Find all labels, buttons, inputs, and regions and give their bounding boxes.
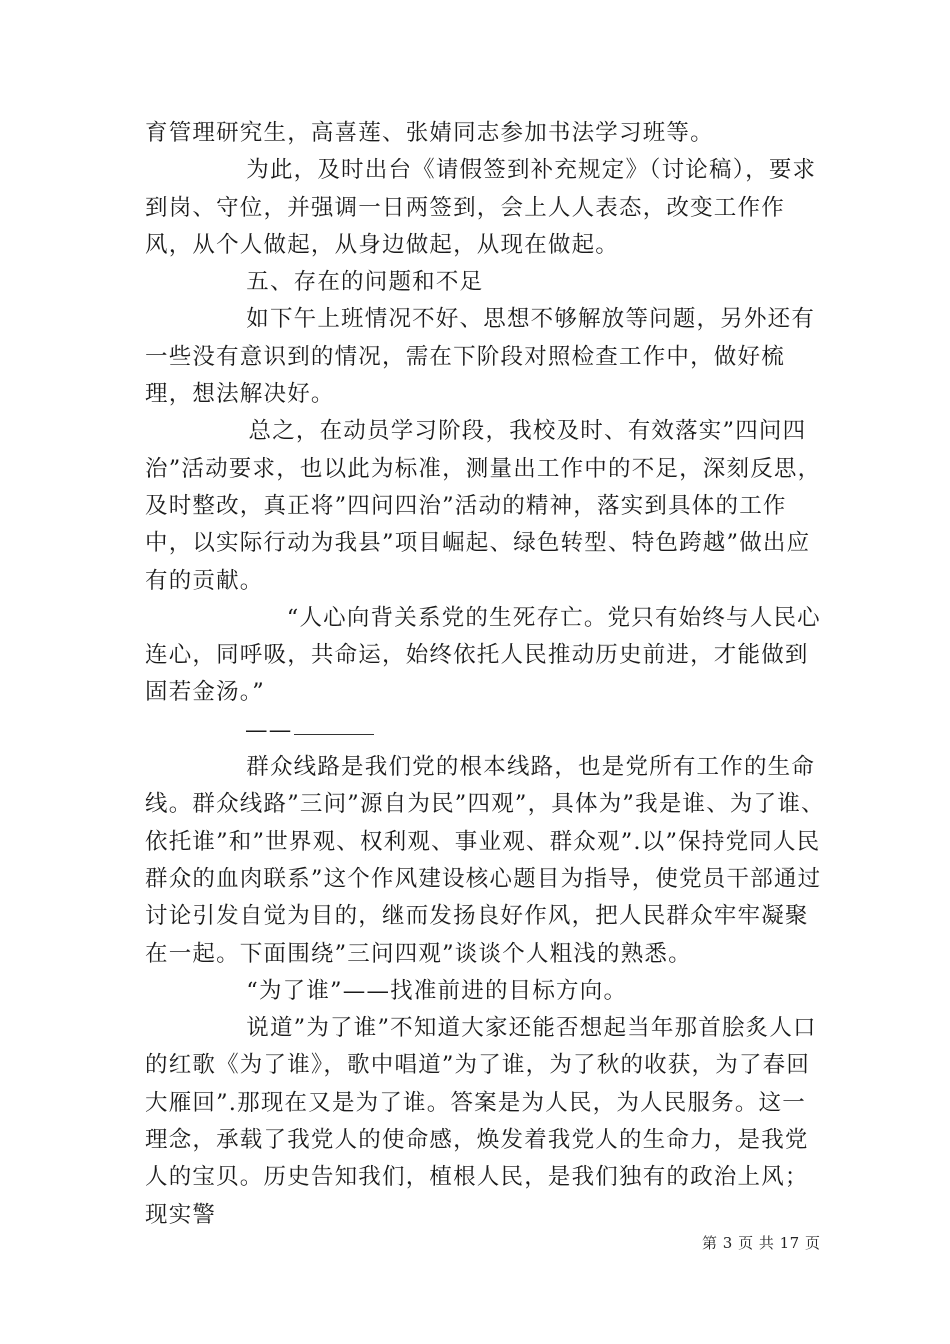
paragraph: 为此，及时出台《请假签到补充规定》（讨论稿），要求到岗、守位，并强调一日两签到，会上人人表态，改变工作作风，从个人做起，从身边做起，从现在做起。 — [145, 157, 817, 258]
quotation-attribution — [145, 712, 825, 749]
paragraph: 总之，在动员学习阶段，我校及时、有效落实”四问四治”活动要求，也以此为标准，测量出工作中的不足，深刻反思，及时整改，真正将”四问四治”活动的精神，落实到具体的工作中，以实际行动为我县”项目崛起、绿色转型、特色跨越”做出应有的贡献。 — [145, 418, 822, 594]
page-number-footer: 第 3 页 共 17 页 — [702, 1234, 821, 1252]
paragraph: 说道”为了谁”不知道大家还能否想起当年那首脍炙人口的红歌《为了谁》，歌中唱道”为了谁，为了秋的收获，为了春回大雁回”.那现在又是为了谁。答案是为人民，为人民服务。这一理念，承载了我党人的使命感，焕发着我党人的生命力，是我党人的宝贝。历史告知我们，植根人民，是我们独有的政治上风；现实警 — [145, 1015, 817, 1228]
paragraph: 群众线路是我们党的根本线路，也是党所有工作的生命线。群众线路”三问”源自为民”四观”，具体为”我是谁、为了谁、依托谁”和”世界观、权利观、事业观、群众观”.以”保持党同人民群众的血肉联系”这个作风建设核心题目为指导，使党员干部通过讨论引发自觉为目的，继而发扬良好作风，把人民群众牢牢凝聚在一起。下面围绕”三问四观”谈谈个人粗浅的熟悉。 — [145, 754, 825, 967]
paragraph: 如下午上班情况不好、思想不够解放等问题，另外还有一些没有意识到的情况，需在下阶段对照检查工作中，做好梳理，想法解决好。 — [145, 306, 816, 408]
paragraph: 育管理研究生，高喜莲、张婧同志参加书法学习班等。 — [145, 120, 714, 146]
body-text — [145, 115, 825, 1234]
subheading: “为了谁”——找准前进的目标方向。 — [246, 977, 628, 1004]
attribution-blank-line — [294, 734, 374, 735]
attribution-dash: —— — [245, 716, 293, 743]
section-heading: 五、存在的问题和不足 — [246, 269, 484, 296]
quotation: “人心向背关系党的生死存亡。党只有始终与人民心连心，同呼吸，共命运，始终依托人民推动历史前进，才能做到固若金汤。” — [145, 604, 821, 706]
